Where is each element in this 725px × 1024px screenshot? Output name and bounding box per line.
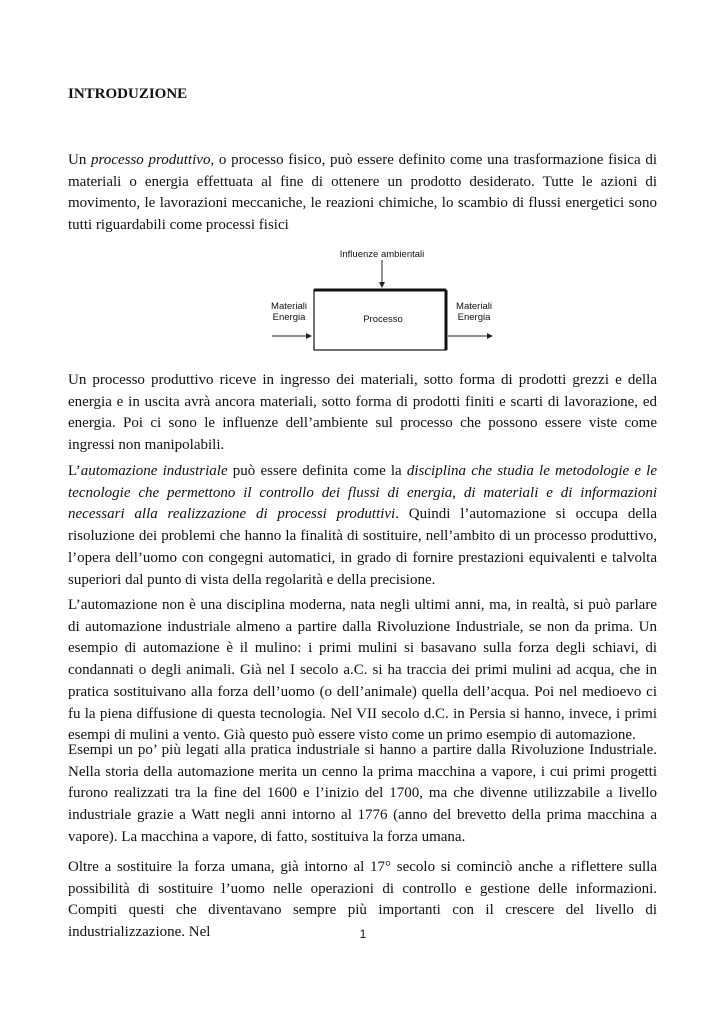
input-label-line: Energia: [272, 312, 306, 323]
output-label: [446, 301, 502, 323]
output-label-line: Materiali: [456, 301, 492, 312]
text-run: . Quindi l’automazione si occupa della risoluzione dei problemi che hanno la finalità di sostituire, nell’ambito di un processo produttivo, l’opera dell’uomo con congegni automatici, in grado di fornire prestazioni equivalenti e talvolta superiori dal punto di vista della regolarità e della precisione.: [68, 506, 657, 588]
text-run: , o processo fisico, può essere definito come una trasformazione fisica di materiali o energia effettuata al fine di ottenere un prodotto desiderato. Tutte le azioni di movimento, le lavorazioni meccaniche, le reazioni chimiche, lo scambio di flussi energetici sono tutti riguardabili come processi fisici: [68, 152, 657, 234]
text-run: può essere definita come la: [227, 463, 407, 479]
italic-definition: disciplina che studia le metodologie e le tecnologie che permettono il controllo dei flussi di energia, di materiali e di informazioni necessari alla realizzazione di processi produttivi: [68, 463, 657, 523]
section-heading: INTRODUZIONE: [68, 86, 188, 102]
paragraph-steam-engine: Esempi un po’ più legati alla pratica industriale si hanno a partire dalla Rivoluzione Industriale. Nella storia della automazione merita un cenno la prima macchina a vapore, i cui primi progetti furono realizzati tra la fine del 1600 e l’inizio del 1700, ma che divenne utilizzabile a livello industriale grazie a Watt negli anni intorno al 1776 (anno del brevetto della prima macchina a vapore). La macchina a vapore, di fatto, sostituiva la forza umana.: [68, 742, 657, 845]
process-label: Processo: [363, 314, 403, 325]
text-run: Un: [68, 152, 92, 168]
paragraph-control-information: Oltre a sostituire la forza umana, già intorno al 17° secolo si cominciò anche a riflettere sulla possibilità di sostituire l’uomo nelle operazioni di controllo e gestione delle informazioni. Compiti questi che diventavano sempre più importanti con il crescere del livello di industrializzazione. Nel: [68, 859, 657, 941]
input-label-line: Materiali: [271, 301, 307, 312]
page-number: 1: [359, 927, 367, 941]
input-label: [262, 301, 316, 323]
paragraph-intro: [68, 150, 657, 237]
italic-term: automazione industriale: [80, 463, 228, 479]
paragraph-automation-definition: [68, 461, 657, 591]
process-diagram: [262, 244, 502, 356]
process-diagram-graphic: [262, 244, 502, 356]
text-run: L’: [68, 463, 81, 479]
paragraph-history-mills: L’automazione non è una disciplina moderna, nata negli ultimi anni, ma, in realtà, si può parlare di automazione industriale almeno a partire dalla Rivoluzione Industriale, se non da prima. Un esempio di automazione è il mulino: i primi mulini si basavano sulla forza degli schiavi, di condannati o degli animali. Già nel I secolo a.C. si ha traccia dei primi mulini ad acqua, che in pratica sostituivano alla forza dell’uomo (o dell’animale) quella dell’acqua. Poi nel medioevo ci fu la piena diffusione di questa tecnologia. Nel VII secolo d.C. in Persia si hanno, invece, i primi esempi di mulini a vento. Già questo può essere visto come un primo esempio di automazione.: [68, 597, 657, 744]
italic-term: processo produttivo: [91, 152, 211, 168]
paragraph-process-input-output: Un processo produttivo riceve in ingresso dei materiali, sotto forma di prodotti grezzi e della energia e in uscita avrà ancora materiali, sotto forma di prodotti finiti e scarti di lavorazione, ed energia. Poi ci sono le influenze dell’ambiente sul processo che possono essere viste come ingressi non manipolabili.: [68, 372, 657, 454]
influence-label: Influenze ambientali: [339, 249, 425, 260]
output-label-line: Energia: [457, 312, 491, 323]
